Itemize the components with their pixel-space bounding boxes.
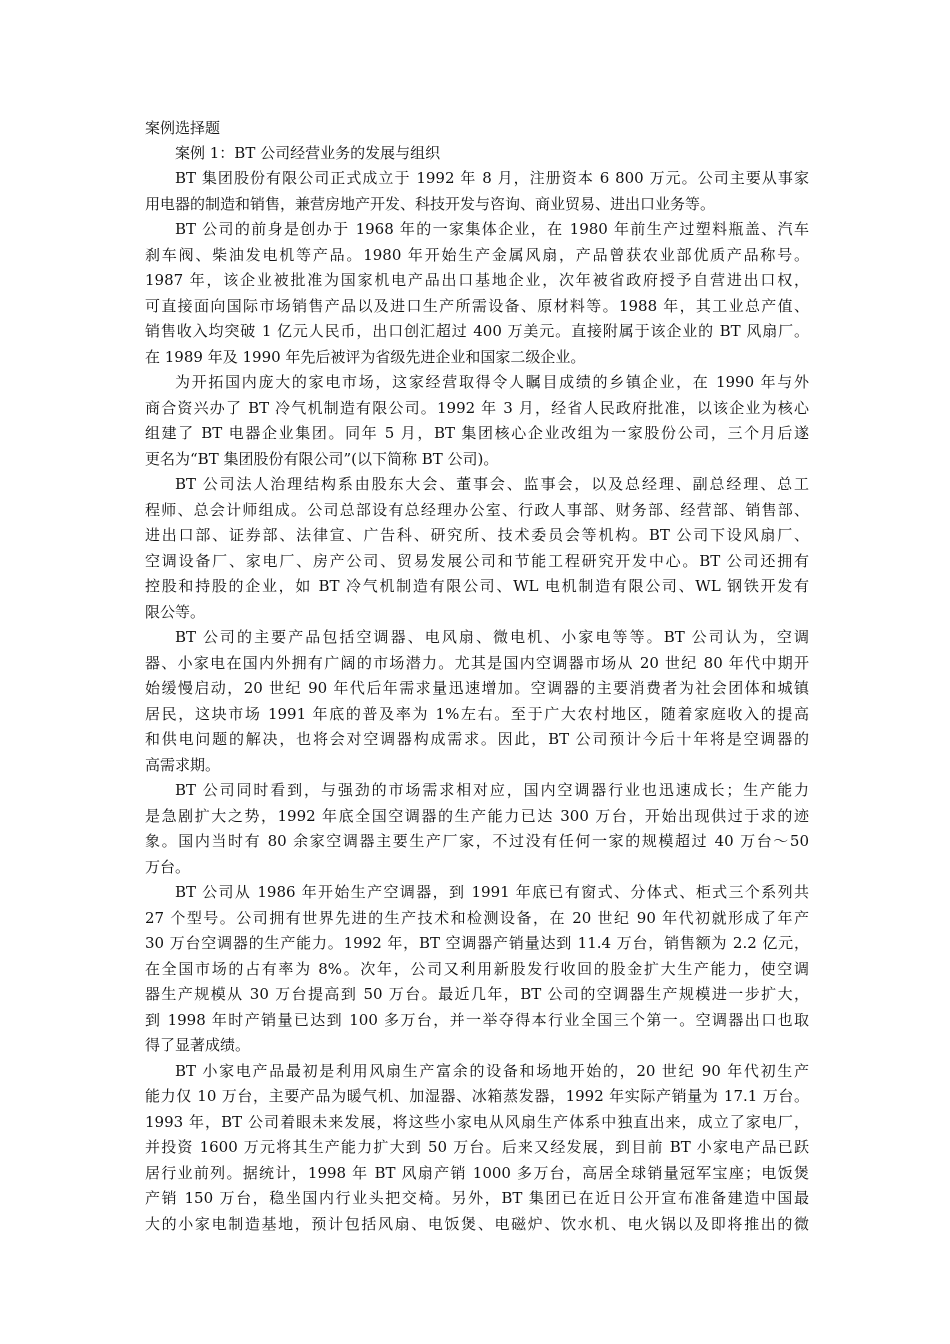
paragraph-line: 万台。 [145, 857, 191, 876]
paragraph-line: BT 公司法人治理结构系由股东大会、董事会、监事会，以及总经理、副总经理、总工 [175, 475, 809, 493]
paragraph [145, 370, 809, 472]
paragraph-line: 和供电问题的解决，也将会对空调器构成需求。因此，BT 公司预计今后十年将是空调器的 [145, 730, 809, 748]
paragraph-line: 器、小家电在国内外拥有广阔的市场潜力。尤其是国内空调器市场从 20 世纪 80 年代中期开 [145, 653, 809, 672]
paragraph-line: 1993 年，BT 公司着眼未来发展，将这些小家电从风扇生产体系中独直出来，成立了家电厂， [145, 1112, 809, 1131]
case-title: 案例 1：BT 公司经营业务的发展与组织 [175, 144, 441, 162]
paragraph [145, 217, 809, 370]
paragraph-line: 产销 150 万台，稳坐国内行业头把交椅。另外，BT 集团已在近日公开宣布准备建造中国最 [145, 1189, 809, 1207]
paragraph-line: 30 万台空调器的生产能力。1992 年，BT 空调器产销量达到 11.4 万台，销售额为 2.2 亿元， [145, 934, 809, 952]
paragraph-line: 刹车阀、柴油发电机等产品。1980 年开始生产金属风扇，产品曾获农业部优质产品称号。 [145, 245, 809, 264]
paragraph-line: BT 公司的前身是创办于 1968 年的一家集体企业，在 1980 年前生产过塑料瓶盖、汽车 [175, 220, 809, 238]
paragraph-line: BT 公司同时看到，与强劲的市场需求相对应，国内空调器行业也迅速成长；生产能力 [175, 781, 809, 799]
paragraph-line: 程师、总会计师组成。公司总部设有总经理办公室、行政人事部、财务部、经营部、销售部、 [145, 500, 809, 519]
paragraph-line: 销售收入均突破 1 亿元人民币，出口创汇超过 400 万美元。直接附属于该企业的 BT 风扇厂。 [145, 322, 809, 340]
paragraph-line: BT 公司的主要产品包括空调器、电风扇、微电机、小家电等等。BT 公司认为，空调 [175, 628, 809, 646]
paragraph-line: 进出口部、证券部、法律宣、广告科、研究所、技术委员会等机构。BT 公司下设风扇厂、 [145, 526, 809, 544]
paragraph-line: 始缓慢启动，20 世纪 90 年代后年需求量迅速增加。空调器的主要消费者为社会团体和城镇 [145, 679, 809, 697]
paragraph-line: 组建了 BT 电器企业集团。同年 5 月，BT 集团核心企业改组为一家股份公司，三个月后遂 [145, 424, 809, 442]
paragraph-line: 商合资兴办了 BT 冷气机制造有限公司。1992 年 3 月，经省人民政府批准，以该企业为核心 [145, 398, 809, 417]
paragraph-line: 并投资 1600 万元将其生产能力扩大到 50 万台。后来又经发展，到目前 BT 小家电产品已跃 [145, 1138, 809, 1156]
paragraph-line: BT 小家电产品最初是利用风扇生产富余的设备和场地开始的，20 世纪 90 年代初生产 [175, 1061, 809, 1080]
paragraph-line: 在 1989 年及 1990 年先后被评为省级先进企业和国家二级企业。 [145, 347, 586, 366]
document-heading: 案例选择题 [145, 119, 221, 137]
paragraph-line: BT 公司从 1986 年开始生产空调器，到 1991 年底已有窗式、分体式、柜式三个系列共 [175, 883, 809, 901]
paragraph-line: 象。国内当时有 80 余家空调器主要生产厂家，不过没有任何一家的规模超过 40 万台～50 [145, 832, 809, 850]
paragraph-line: 可直接面向国际市场销售产品以及进口生产所需设备、原材料等。1988 年，其工业总产值、 [145, 296, 809, 315]
paragraph-line: BT 集团股份有限公司正式成立于 1992 年 8 月，注册资本 6 800 万元。公司主要从事家 [175, 169, 809, 187]
paragraph [145, 625, 809, 778]
paragraph-line: 控股和持股的企业，如 BT 冷气机制造有限公司、WL 电机制造有限公司、WL 钢铁开发有 [145, 577, 809, 595]
paragraph [145, 1059, 809, 1238]
paragraph-line: 居民，这块市场 1991 年底的普及率为 1%左右。至于广大农村地区，随着家庭收入的提高 [145, 704, 809, 723]
paragraph-line: 得了显著成绩。 [145, 1036, 251, 1054]
paragraph-line: 27 个型号。公司拥有世界先进的生产技术和检测设备，在 20 世纪 90 年代初就形成了年产 [145, 908, 809, 927]
paragraph-line: 1987 年，该企业被批准为国家机电产品出口基地企业，次年被省政府授予自营进出口权， [145, 271, 809, 289]
paragraph-line: 是急剧扩大之势，1992 年底全国空调器的生产能力已达 300 万台，开始出现供过于求的迹 [145, 806, 809, 825]
paragraph-line: 大的小家电制造基地，预计包括风扇、电饭煲、电磁炉、饮水机、电火锅以及即将推出的微 [145, 1214, 809, 1233]
paragraph-line: 为开拓国内庞大的家电市场，这家经营取得令人瞩目成绩的乡镇企业，在 1990 年与外 [175, 373, 809, 391]
paragraph [145, 880, 809, 1059]
document-page [145, 116, 809, 1237]
paragraph-line: 空调设备厂、家电厂、房产公司、贸易发展公司和节能工程研究开发中心。BT 公司还拥有 [145, 551, 809, 570]
paragraph-line: 更名为“BT 集团股份有限公司”(以下简称 BT 公司)。 [145, 449, 499, 468]
paragraph [145, 472, 809, 625]
paragraph [145, 166, 809, 217]
paragraph-line: 器生产规模从 30 万台提高到 50 万台。最近几年，BT 公司的空调器生产规模进一步扩大， [145, 985, 809, 1003]
paragraph-line: 高需求期。 [145, 755, 221, 774]
paragraph-line: 在全国市场的占有率为 8%。次年，公司又利用新股发行收回的股金扩大生产能力，使空调 [145, 959, 809, 978]
paragraph-line: 限公等。 [145, 602, 206, 621]
paragraph-line: 能力仅 10 万台，主要产品为暖气机、加湿器、冰箱蒸发器，1992 年实际产销量为 17.1 万台。 [145, 1087, 809, 1105]
paragraph-line: 居行业前列。据统计，1998 年 BT 风扇产销 1000 多万台，高居全球销量冠军宝座；电饭煲 [145, 1163, 809, 1182]
document-body [145, 166, 809, 1237]
paragraph [145, 778, 809, 880]
paragraph-line: 到 1998 年时产销量已达到 100 多万台，并一举夺得本行业全国三个第一。空调器出口也取 [145, 1010, 809, 1029]
paragraph-line: 用电器的制造和销售，兼营房地产开发、科技开发与咨询、商业贸易、进出口业务等。 [145, 194, 716, 213]
